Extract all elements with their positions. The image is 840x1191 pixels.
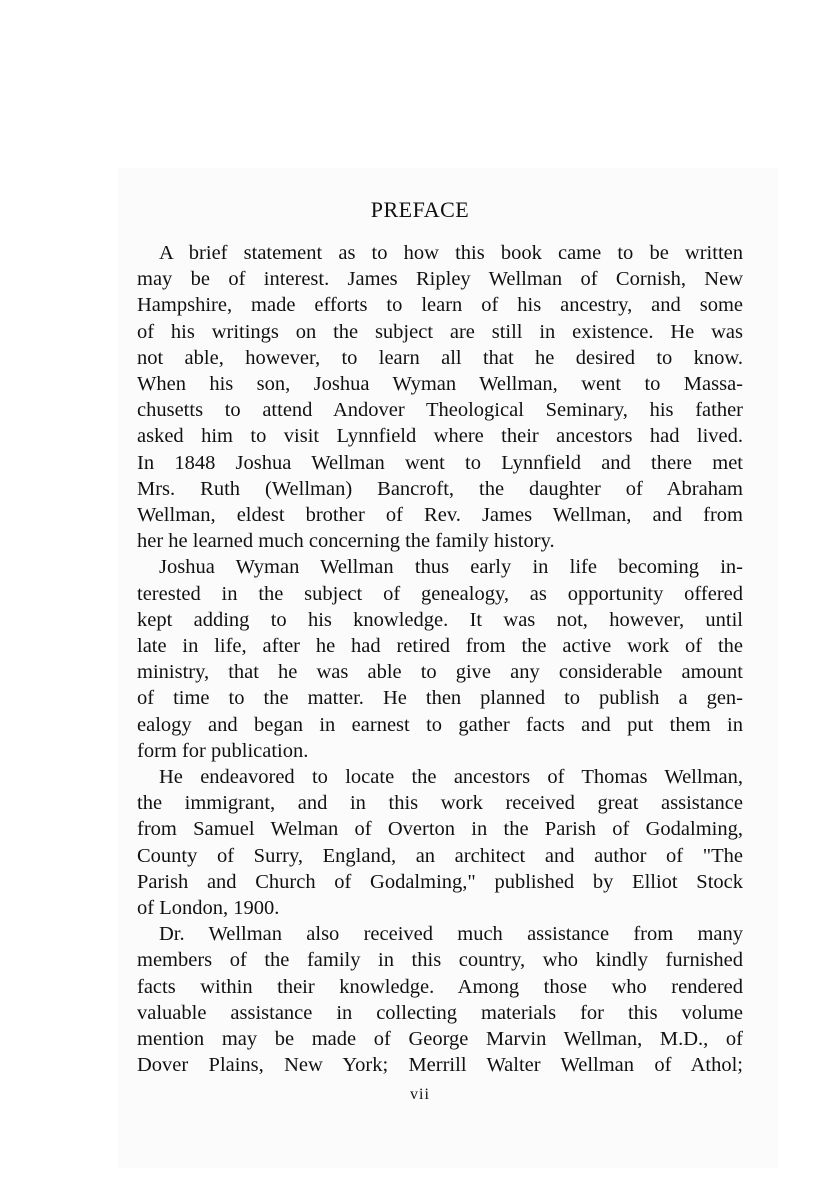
text-line: Dover Plains, New York; Merrill Walter Wellman of Athol;: [137, 1054, 743, 1077]
text-line: Dr. Wellman also received much assistance from many: [159, 923, 743, 946]
text-line: terested in the subject of genealogy, as opportunity offered: [137, 582, 743, 605]
text-line: Joshua Wyman Wellman thus early in life becoming in-: [159, 556, 743, 579]
text-line: the immigrant, and in this work received great assistance: [137, 792, 743, 815]
text-line: not able, however, to learn all that he desired to know.: [137, 346, 743, 369]
text-line: When his son, Joshua Wyman Wellman, went to Massa-: [137, 373, 743, 396]
paragraph-2: [137, 554, 743, 764]
text-line: facts within their knowledge. Among those who rendered: [137, 975, 743, 998]
paragraph-3: [137, 764, 743, 921]
text-line: late in life, after he had retired from the active work of the: [137, 635, 743, 658]
text-line: from Samuel Welman of Overton in the Parish of Godalming,: [137, 818, 743, 841]
paragraph-1: [137, 240, 743, 554]
text-line: chusetts to attend Andover Theological Seminary, his father: [137, 399, 743, 422]
text-line: kept adding to his knowledge. It was not, however, until: [137, 608, 743, 631]
page-title: PREFACE: [370, 197, 470, 222]
text-line: of London, 1900.: [137, 897, 280, 920]
text-line: County of Surry, England, an architect and author of "The: [137, 844, 743, 867]
text-line: her he learned much concerning the family history.: [137, 530, 555, 553]
page-number: vii: [410, 1086, 430, 1103]
text-line: ealogy and began in earnest to gather facts and put them in: [137, 713, 743, 736]
text-line: of time to the matter. He then planned to publish a gen-: [137, 687, 743, 710]
paragraph-4: [137, 921, 743, 1078]
text-line: In 1848 Joshua Wellman went to Lynnfield and there met: [137, 451, 743, 474]
text-line: may be of interest. James Ripley Wellman of Cornish, New: [137, 268, 743, 291]
text-line: mention may be made of George Marvin Wellman, M.D., of: [137, 1028, 743, 1051]
text-line: asked him to visit Lynnfield where their ancestors had lived.: [137, 425, 743, 448]
text-line: ministry, that he was able to give any considerable amount: [137, 661, 743, 684]
text-line: He endeavored to locate the ancestors of Thomas Wellman,: [159, 766, 743, 789]
text-line: Wellman, eldest brother of Rev. James Wellman, and from: [137, 504, 743, 527]
text-line: members of the family in this country, who kindly furnished: [137, 949, 743, 972]
text-line: form for publication.: [137, 739, 309, 762]
text-line: of his writings on the subject are still in existence. He was: [137, 320, 743, 343]
text-line: Parish and Church of Godalming," published by Elliot Stock: [137, 870, 743, 893]
text-line: A brief statement as to how this book came to be written: [159, 242, 743, 264]
preface-body: [137, 240, 743, 1079]
text-line: Hampshire, made efforts to learn of his ancestry, and some: [137, 294, 743, 317]
text-line: valuable assistance in collecting materials for this volume: [137, 1001, 743, 1024]
text-line: Mrs. Ruth (Wellman) Bancroft, the daughter of Abraham: [137, 477, 743, 500]
